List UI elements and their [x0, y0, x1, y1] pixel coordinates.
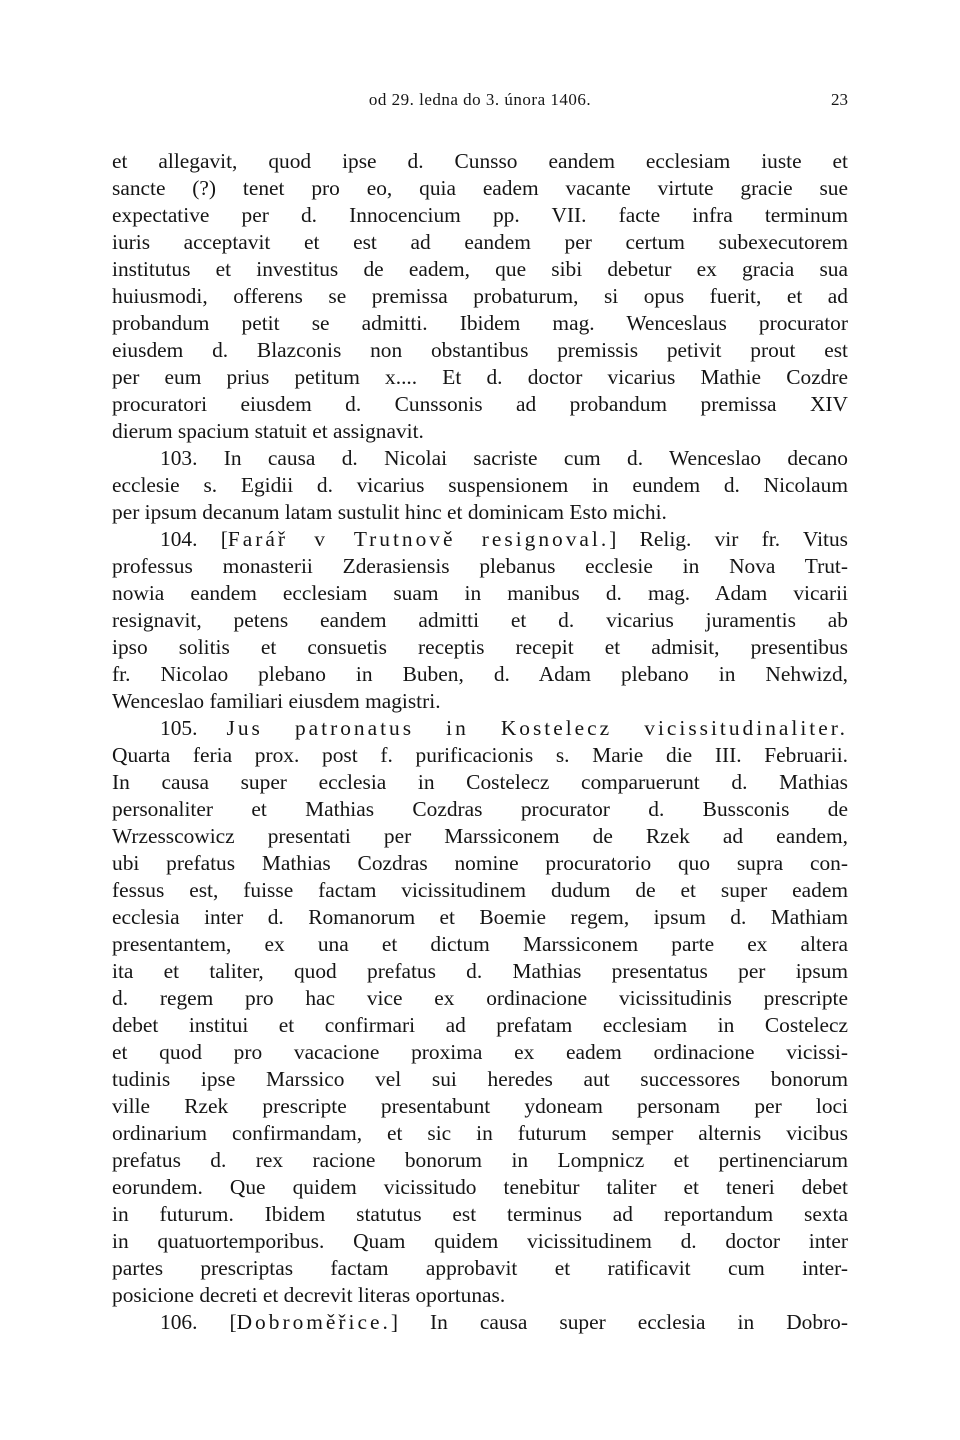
- text-line: personaliter et Mathias Cozdras procurator d. Bussconis de: [112, 797, 848, 821]
- text-line: dierum spacium statuit et assignavit.: [112, 419, 424, 443]
- running-title: od 29. ledna do 3. února 1406.: [368, 90, 592, 109]
- text-line: prefatus d. rex racione bonorum in Lompnicz et pertinenciarum: [112, 1148, 848, 1172]
- text-line: in quatuortemporibus. Quam quidem vicissitudinem d. doctor inter: [112, 1229, 848, 1253]
- text-line: ubi prefatus Mathias Cozdras nomine procuratorio quo supra con-: [112, 851, 848, 875]
- entry-104-line: [112, 526, 848, 553]
- text-line: posicione decreti et decrevit literas oportunas.: [112, 1283, 506, 1307]
- text-line: ecclesia inter d. Romanorum et Boemie regem, ipsum d. Mathiam: [112, 905, 848, 929]
- text-line: expectative per d. Innocencium pp. VII. facte infra terminum: [112, 203, 848, 227]
- text-line: in futurum. Ibidem statutus est terminus ad reportandum sexta: [112, 1202, 848, 1226]
- text-line: ville Rzek prescripte presentabunt ydoneam personam per loci: [112, 1094, 848, 1118]
- text-line: Wrzesscowicz presentati per Marssiconem de Rzek ad eandem,: [112, 824, 848, 848]
- text-line: professus monasterii Zderasiensis plebanus ecclesie in Nova Trut-: [112, 554, 848, 578]
- text-line: et allegavit, quod ipse d. Cunsso eandem ecclesiam iuste et: [112, 149, 848, 173]
- text-line: per ipsum decanum latam sustulit hinc et dominicam Esto michi.: [112, 500, 667, 524]
- text-line: procuratori eiusdem d. Cunssonis ad probandum premissa XIV: [112, 392, 848, 416]
- text-line: 103. In causa d. Nicolai sacriste cum d. Wenceslao decano: [160, 446, 848, 470]
- entry-105-line: [112, 715, 848, 742]
- text-line: probandum petit se admitti. Ibidem mag. Wenceslaus procurator: [112, 311, 848, 335]
- text-line: huiusmodi, offerens se premissa probaturum, si opus fuerit, et ad: [112, 284, 848, 308]
- text-line: ecclesie s. Egidii d. vicarius suspensionem in eundem d. Nicolaum: [112, 473, 848, 497]
- entry-number: 104. [: [160, 527, 228, 551]
- body-text: [112, 148, 848, 1336]
- text-line: presentantem, ex una et dictum Marssiconem parte ex altera: [112, 932, 848, 956]
- bracket-close: ]: [390, 1310, 398, 1334]
- text-line: partes prescriptas factam approbavit et ratificavit cum inter-: [112, 1256, 848, 1280]
- text-line: ordinarium confirmandam, et sic in futurum semper alternis vicibus: [112, 1121, 848, 1145]
- text-line: iuris acceptavit et est ad eandem per certum subexecutorem: [112, 230, 848, 254]
- text-line: per eum prius petitum x.... Et d. doctor vicarius Mathie Cozdre: [112, 365, 848, 389]
- entry-text: Relig. vir fr. Vitus: [639, 527, 848, 551]
- text-line: nowia eandem ecclesiam suam in manibus d. mag. Adam vicarii: [112, 581, 848, 605]
- bracket-close: ]: [609, 527, 617, 551]
- entry-text: In causa super ecclesia in Dobro-: [397, 1310, 848, 1334]
- text-line: debet institui et confirmari ad prefatam ecclesiam in Costelecz: [112, 1013, 848, 1037]
- text-line: ipso solitis et consuetis receptis recepit et admisit, presentibus: [112, 635, 848, 659]
- text-line: eorundem. Que quidem vicissitudo tenebitur taliter et teneri debet: [112, 1175, 848, 1199]
- text-line: institutus et investitus de eadem, que sibi debetur ex gracia sua: [112, 257, 848, 281]
- entry-106-line: [112, 1309, 848, 1336]
- entry-number: 106. [: [160, 1310, 237, 1334]
- entry-heading: Dobroměřice.: [236, 1310, 391, 1334]
- text-line: fr. Nicolao plebano in Buben, d. Adam plebano in Nehwizd,: [112, 662, 848, 686]
- entry-heading: Farář v Trutnově resignoval.: [227, 527, 610, 551]
- text-line: Wenceslao familiari eiusdem magistri.: [112, 689, 441, 713]
- text-line: sancte (?) tenet pro eo, quia eadem vacante virtute gracie sue: [112, 176, 848, 200]
- page-number: 23: [831, 90, 848, 109]
- text-line: et quod pro vacacione proxima ex eadem ordinacione vicissi-: [112, 1040, 848, 1064]
- text-line: fessus est, fuisse factam vicissitudinem dudum de et super eadem: [112, 878, 848, 902]
- text-line: resignavit, petens eandem admitti et d. vicarius juramentis ab: [112, 608, 848, 632]
- text-line: d. regem pro hac vice ex ordinacione vicissitudinis prescripte: [112, 986, 848, 1010]
- text-line: ita et taliter, quod prefatus d. Mathias presentatus per ipsum: [112, 959, 848, 983]
- entry-number: 105.: [160, 716, 227, 740]
- running-head: [112, 90, 848, 120]
- text-line: eiusdem d. Blazconis non obstantibus premissis petivit prout est: [112, 338, 848, 362]
- entry-heading: Jus patronatus in Kostelecz vicissitudinaliter.: [226, 716, 848, 740]
- text-line: tudinis ipse Marssico vel sui heredes aut successores bonorum: [112, 1067, 848, 1091]
- text-line: In causa super ecclesia in Costelecz comparuerunt d. Mathias: [112, 770, 848, 794]
- text-line: Quarta feria prox. post f. purificacionis s. Marie die III. Februarii.: [112, 743, 848, 767]
